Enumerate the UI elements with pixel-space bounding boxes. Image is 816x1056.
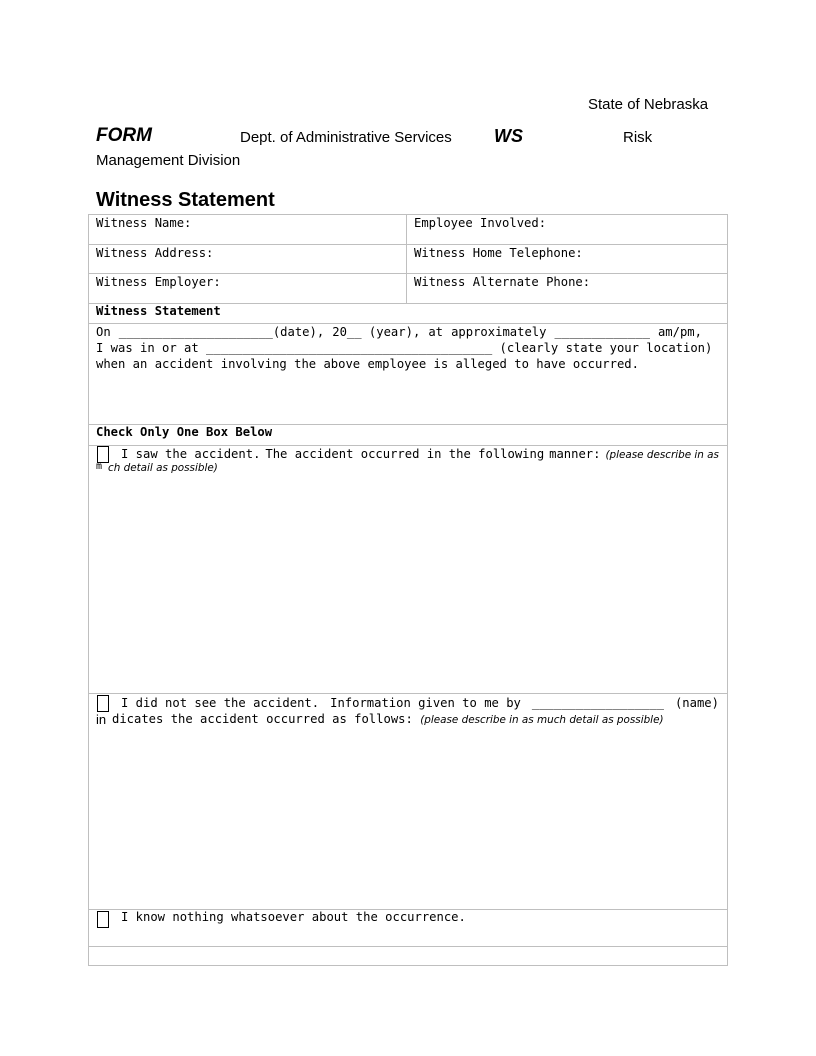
option-text: dicates the accident occurred as follows: bbox=[112, 712, 413, 726]
option-text: I saw the accident. bbox=[121, 447, 261, 461]
risk-label: Risk bbox=[623, 129, 653, 146]
did-not-see-checkbox[interactable] bbox=[97, 695, 109, 712]
witness-home-phone-field[interactable]: Witness Home Telephone: bbox=[414, 246, 583, 260]
option-fragment: m bbox=[96, 461, 103, 472]
option-text: The accident occurred in the following bbox=[265, 447, 545, 461]
rule-line bbox=[88, 965, 728, 966]
option-text: (name) bbox=[674, 696, 719, 710]
rule-line bbox=[88, 244, 728, 245]
form-code: WS bbox=[494, 126, 523, 146]
rule-line bbox=[88, 946, 728, 947]
statement-heading: Witness Statement bbox=[96, 304, 221, 318]
check-heading: Check Only One Box Below bbox=[96, 425, 273, 439]
form-label: FORM bbox=[96, 125, 152, 146]
know-nothing-checkbox[interactable] bbox=[97, 911, 109, 928]
witness-alt-phone-field[interactable]: Witness Alternate Phone: bbox=[414, 275, 591, 289]
date-blank[interactable]: _____________________(date), bbox=[118, 325, 325, 339]
statement-word: approximately bbox=[451, 325, 547, 339]
rule-line bbox=[88, 273, 728, 274]
statement-line-1[interactable] bbox=[96, 325, 702, 339]
witness-address-field[interactable]: Witness Address: bbox=[96, 246, 214, 260]
did-not-see-line bbox=[121, 696, 719, 710]
rule-line bbox=[88, 693, 728, 694]
rule-line bbox=[88, 445, 728, 446]
know-nothing-text: I know nothing whatsoever about the occurrence. bbox=[121, 910, 466, 924]
statement-line-3: when an accident involving the above employee is alleged to have occurred. bbox=[96, 357, 639, 371]
state-name: State of Nebraska bbox=[588, 96, 709, 113]
year-blank[interactable]: 20__ (year), bbox=[332, 325, 421, 339]
option-note-continued: ch detail as possible) bbox=[108, 462, 218, 474]
page-title: Witness Statement bbox=[96, 189, 275, 211]
option-note: (please describe in as much detail as possible) bbox=[420, 714, 664, 726]
time-blank[interactable]: _____________ bbox=[554, 325, 650, 339]
rule-line bbox=[88, 323, 728, 324]
option-text-continued bbox=[112, 712, 664, 726]
option-text: manner: bbox=[549, 447, 601, 461]
option-note: (please describe in as bbox=[605, 449, 719, 461]
statement-word: at bbox=[428, 325, 444, 339]
option-text: Information given to me by bbox=[330, 696, 521, 710]
division-name: Management Division bbox=[96, 152, 241, 169]
witness-employer-field[interactable]: Witness Employer: bbox=[96, 275, 221, 289]
informant-name-blank[interactable]: __________________ bbox=[531, 696, 664, 710]
rule-line bbox=[727, 214, 728, 966]
rule-line bbox=[88, 214, 89, 966]
saw-accident-line bbox=[121, 447, 719, 463]
witness-form bbox=[88, 214, 728, 965]
statement-word: On bbox=[96, 325, 111, 339]
witness-name-field[interactable]: Witness Name: bbox=[96, 216, 192, 230]
option-fragment: in bbox=[96, 712, 107, 727]
option-text: I did not see the accident. bbox=[121, 696, 320, 710]
rule-line bbox=[406, 214, 407, 303]
employee-involved-field[interactable]: Employee Involved: bbox=[414, 216, 547, 230]
rule-line bbox=[88, 214, 728, 215]
statement-line-2[interactable]: I was in or at _______________________________________ (clearly state your location) bbox=[96, 341, 713, 355]
statement-word: am/pm, bbox=[657, 325, 702, 339]
department-name: Dept. of Administrative Services bbox=[240, 129, 452, 146]
